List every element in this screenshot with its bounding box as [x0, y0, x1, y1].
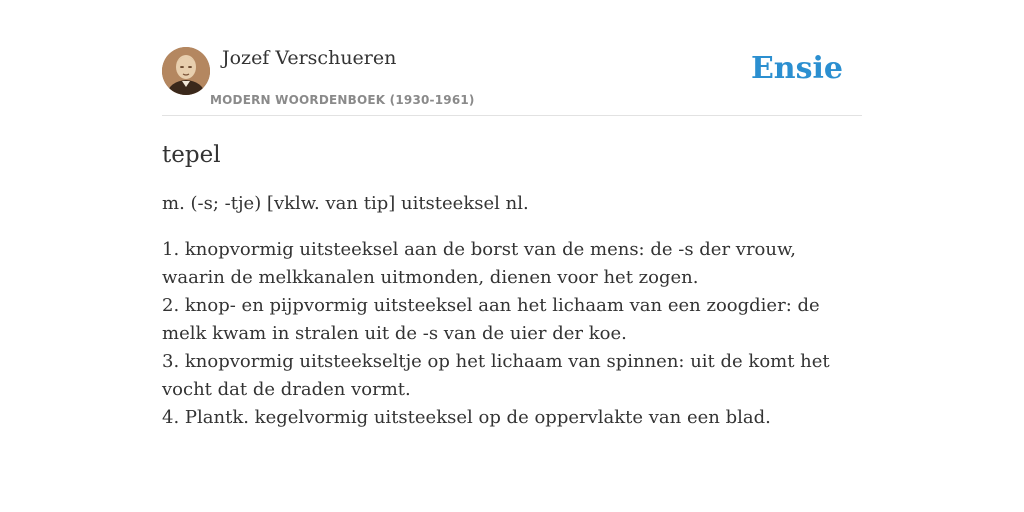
author-avatar[interactable]	[162, 47, 210, 95]
source-title[interactable]: MODERN WOORDENBOEK (1930-1961)	[210, 93, 475, 107]
sense-item: 3. knopvormig uitsteekseltje op het lichaam van spinnen: uit de komt het vocht dat de draden vormt.	[162, 351, 830, 400]
sense-item: 1. knopvormig uitsteeksel aan de borst van de mens: de -s der vrouw, waarin de melkkanalen uitmonden, dienen voor het zogen.	[162, 239, 796, 288]
grammar-line: m. (-s; -tje) [vklw. van tip] uitsteeksel nl.	[162, 193, 529, 214]
brand-logo[interactable]: Ensie	[750, 51, 843, 86]
entry-header	[162, 0, 862, 116]
author-name[interactable]: Jozef Verschueren	[222, 47, 397, 69]
sense-item: 2. knop- en pijpvormig uitsteeksel aan het lichaam van een zoogdier: de melk kwam in stralen uit de -s van de uier der koe.	[162, 295, 820, 344]
author-portrait-icon	[162, 47, 210, 95]
entry-card	[162, 0, 862, 432]
headword: tepel	[162, 142, 221, 168]
sense-item: 4. Plantk. kegelvormig uitsteeksel op de oppervlakte van een blad.	[162, 407, 771, 428]
sense-list	[162, 236, 862, 432]
